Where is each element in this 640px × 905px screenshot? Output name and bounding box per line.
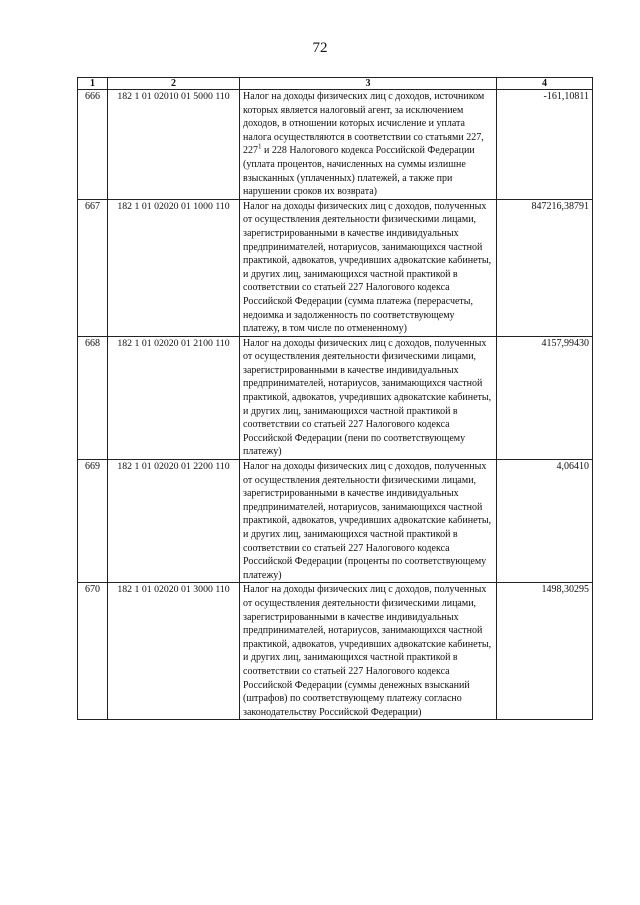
description-superscript: 1 bbox=[258, 143, 262, 152]
column-header-1: 1 bbox=[78, 78, 108, 90]
row-number: 666 bbox=[78, 90, 108, 200]
income-description bbox=[240, 460, 497, 583]
table-header-row bbox=[78, 78, 593, 90]
description-text: Налог на доходы физических лиц с доходов, полученных от осуществления деятельности физическими лицами, зарегистрированными в качестве индивидуальных предпринимателей, нотариусов, занимающихся частной практикой, адвокатов, учредивших адвокатские кабинеты, и других лиц, занимающихся частной практикой в соответствии со статьей 227 Налогового кодекса Российской Федерации (проценты по соответствующему платежу) bbox=[243, 461, 492, 581]
amount-value: 4,06410 bbox=[497, 460, 593, 583]
budget-code: 182 1 01 02010 01 5000 110 bbox=[108, 90, 240, 200]
column-header-3: 3 bbox=[240, 78, 497, 90]
budget-code: 182 1 01 02020 01 2200 110 bbox=[108, 460, 240, 583]
description-text: Налог на доходы физических лиц с доходов, полученных от осуществления деятельности физическими лицами, зарегистрированными в качестве индивидуальных предпринимателей, нотариусов, занимающихся частной практикой, адвокатов, учредивших адвокатские кабинеты, и других лиц, занимающихся частной практикой в соответствии со статьей 227 Налогового кодекса Российской Федерации (пени по соответствующему платежу) bbox=[243, 337, 492, 458]
description-text-continued: и 228 Налогового кодекса Российской Федерации (уплата процентов, начисленных на суммы излишне взысканных (уплаченных) платежей, а также при нарушении сроков их возврата) bbox=[243, 145, 475, 198]
income-description bbox=[240, 336, 497, 459]
description-text: Налог на доходы физических лиц с доходов, полученных от осуществления деятельности физическими лицами, зарегистрированными в качестве индивидуальных предпринимателей, нотариусов, занимающихся частной практикой, адвокатов, учредивших адвокатские кабинеты, и других лиц, занимающихся частной практикой в соответствии со статьей 227 Налогового кодекса Российской Федерации (суммы денежных взысканий (штрафов) по соответствующему платежу согласно законодательству Российской Федерации) bbox=[243, 584, 492, 718]
table-row bbox=[78, 336, 593, 459]
row-number: 668 bbox=[78, 336, 108, 459]
table-row bbox=[78, 90, 593, 200]
description-text: Налог на доходы физических лиц с доходов, полученных от осуществления деятельности физическими лицами, зарегистрированными в качестве индивидуальных предпринимателей, нотариусов, занимающихся частной практикой, адвокатов, учредивших адвокатские кабинеты, и других лиц, занимающихся частной практикой в соответствии со статьей 227 Налогового кодекса Российской Федерации (сумма платежа (перерасчеты, недоимка и задолженность по соответствующему платежу, в том числе по отмененному) bbox=[243, 200, 492, 335]
budget-code: 182 1 01 02020 01 3000 110 bbox=[108, 583, 240, 720]
amount-value: 847216,38791 bbox=[497, 199, 593, 336]
column-header-4: 4 bbox=[497, 78, 593, 90]
column-header-2: 2 bbox=[108, 78, 240, 90]
description-text: Налог на доходы физических лиц с доходов, источником которых является налоговый агент, за исключением доходов, в отношении которых исчисление и уплата налога осуществляются в соответствии со статьями 227, 227 bbox=[243, 91, 485, 157]
income-description bbox=[240, 199, 497, 336]
amount-value: -161,10811 bbox=[497, 90, 593, 200]
budget-code: 182 1 01 02020 01 1000 110 bbox=[108, 199, 240, 336]
amount-value: 4157,99430 bbox=[497, 336, 593, 459]
table-row bbox=[78, 460, 593, 583]
income-description bbox=[240, 90, 497, 200]
amount-value: 1498,30295 bbox=[497, 583, 593, 720]
revenue-table bbox=[77, 77, 593, 720]
row-number: 670 bbox=[78, 583, 108, 720]
page-number: 72 bbox=[312, 40, 328, 56]
table-row bbox=[78, 199, 593, 336]
income-description bbox=[240, 583, 497, 720]
row-number: 667 bbox=[78, 199, 108, 336]
budget-code: 182 1 01 02020 01 2100 110 bbox=[108, 336, 240, 459]
table-row bbox=[78, 583, 593, 720]
row-number: 669 bbox=[78, 460, 108, 583]
